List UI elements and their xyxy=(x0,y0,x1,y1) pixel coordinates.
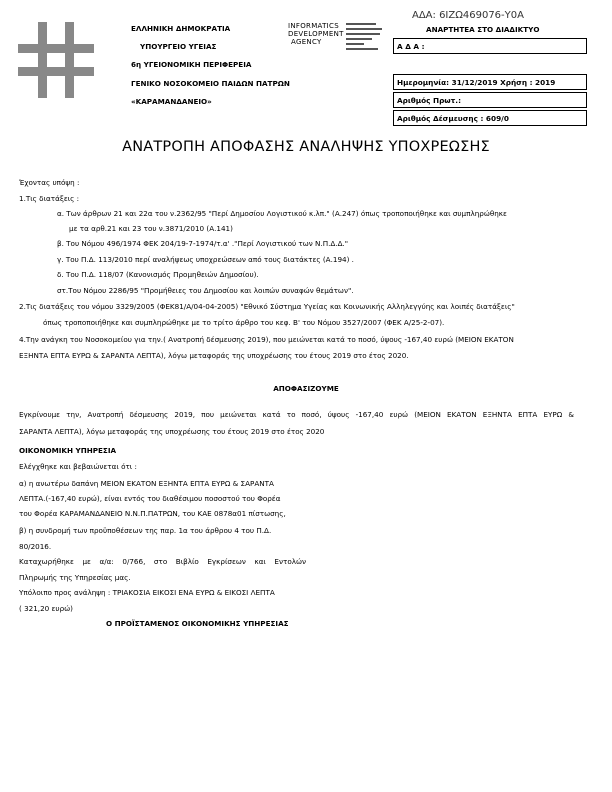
ada-stamp: ΑΔΑ: 6ΙΖΩ469076-Υ0Α xyxy=(412,10,524,21)
provision-a-line1: α. Των άρθρων 21 και 22α του ν.2362/95 "Περί Δημοσίου Λογιστικού κ.λπ." (Α.247) όπως τροποποιήθηκε και συμπληρώθηκε xyxy=(57,209,507,218)
agency-line-2: DEVELOPMENT xyxy=(288,30,344,38)
provision-a-line2: με τα αρθ.21 και 23 του ν.3871/2010 (Α.141) xyxy=(69,224,233,233)
org-line-ministry: ΥΠΟΥΡΓΕΙΟ ΥΓΕΙΑΣ xyxy=(140,42,217,51)
remaining-line2: ( 321,20 ευρώ) xyxy=(19,604,73,613)
org-line-name: «ΚΑΡΑΜΑΝΔΑΝΕΙΟ» xyxy=(131,97,212,106)
item-2-line1: 2.Τις διατάξεις του νόμου 3329/2005 (ΦΕΚ81/Α/04-04-2005) "Εθνικό Σύστημα Υγείας και Κοινωνικής Αλληλεγγύης και λοιπές διατάξεις" xyxy=(19,302,515,311)
check-b-line2: 80/2016. xyxy=(19,542,52,551)
check-a-line3: του Φορέα ΚΑΡΑΜΑΝΔΑΝΕΙΟ Ν.Ν.Π.ΠΑΤΡΩΝ, του ΚΑΕ 0878α01 πίστωσης, xyxy=(19,509,286,518)
checked-line: Ελέγχθηκε και βεβαιώνεται ότι : xyxy=(19,462,137,471)
provisions-heading: 1.Τις διατάξεις : xyxy=(19,194,80,203)
agency-fine-print xyxy=(346,22,384,56)
check-a-line2: ΛΕΠΤΑ.(-167,40 ευρώ), είναι εντός του διαθέσιμου ποσοστού του Φορέα xyxy=(19,494,281,503)
provision-c: γ. Του Π.Δ. 113/2010 περί αναλήψεως υποχρεώσεων από τους διατάκτες (Α.194) . xyxy=(57,255,354,264)
date-year-line: Ημερομηνία: 31/12/2019 Χρήση : 2019 xyxy=(397,77,556,87)
org-line-republic: ΕΛΛΗΝΙΚΗ ΔΗΜΟΚΡΑΤΙΑ xyxy=(131,24,231,33)
protocol-box xyxy=(393,92,587,108)
provision-st: στ.Του Νόμου 2286/95 "Προμήθειες του Δημοσίου και λοιπών συναφών θεμάτων". xyxy=(57,286,354,295)
economic-service-heading: ΟΙΚΟΝΟΜΙΚΗ ΥΠΗΡΕΣΙΑ xyxy=(19,446,117,455)
ada-box xyxy=(393,38,587,54)
agency-line-3: AGENCY xyxy=(291,38,322,46)
document-title: ΑΝΑΤΡΟΠΗ ΑΠΟΦΑΣΗΣ ΑΝΑΛΗΨΗΣ ΥΠΟΧΡΕΩΣΗΣ xyxy=(122,139,490,155)
org-line-region: 6η ΥΓΕΙΟΝΟΜΙΚΗ ΠΕΡΙΦΕΡΕΙΑ xyxy=(131,60,252,69)
remaining-line1: Υπόλοιπο προς ανάληψη : ΤΡΙΑΚΟΣΙΑ ΕΙΚΟΣΙ ΕΝΑ ΕΥΡΩ & ΕΙΚΟΣΙ ΛΕΠΤΑ xyxy=(19,588,275,597)
check-a-line1: α) η ανωτέρω δαπάνη ΜΕΙΟΝ ΕΚΑΤΟΝ ΕΞΗΝΤΑ ΕΠΤΑ ΕΥΡΩ & ΣΑΡΑΝΤΑ xyxy=(19,479,274,488)
org-line-hospital: ΓΕΝΙΚΟ ΝΟΣΟΚΟΜΕΙΟ ΠΑΙΔΩΝ ΠΑΤΡΩΝ xyxy=(131,79,290,88)
intro-line: Έχοντας υπόψη : xyxy=(19,178,80,187)
decision-heading: ΑΠΟΦΑΣΙΖΟΥΜΕ xyxy=(273,384,339,393)
item-2-line2: όπως τροποποιήθηκε και συμπληρώθηκε με το τρίτο άρθρο του κεφ. Β' του Νόμου 3527/2007 (ΦΕΚ Α/25-2-07). xyxy=(43,318,445,327)
ada-label: Α Δ Α : xyxy=(397,41,425,51)
agency-block xyxy=(288,22,344,46)
posted-online-label: ΑΝΑΡΤΗΤΕΑ ΣΤΟ ΔΙΑΔΙΚΤΥΟ xyxy=(426,25,540,34)
cross-logo-icon xyxy=(18,22,94,98)
item-4-line1: 4.Την ανάγκη του Νοσοκομείου για την.( Ανατροπή δέσμευσης 2019), που μειώνεται κατά το ποσό, ύψους -167,40 ευρώ (ΜΕΙΟΝ ΕΚΑΤΟΝ xyxy=(19,335,514,344)
commitment-label: Αριθμός Δέσμευσης : 609/0 xyxy=(397,113,509,123)
head-signature-title: Ο ΠΡΟΪΣΤΑΜΕΝΟΣ ΟΙΚΟΝΟΜΙΚΗΣ ΥΠΗΡΕΣΙΑΣ xyxy=(106,619,289,628)
item-4-line2: ΕΞΗΝΤΑ ΕΠΤΑ ΕΥΡΩ & ΣΑΡΑΝΤΑ ΛΕΠΤΑ), λόγω μεταφοράς της υποχρέωσης του έτους 2019 στο έτος 2020. xyxy=(19,351,409,360)
check-b-line1: β) η συνδρομή των προϋποθέσεων της παρ. 1α του άρθρου 4 του Π.Δ. xyxy=(19,526,272,535)
agency-line-1: INFORMATICS xyxy=(288,22,339,30)
provision-b: β. Του Νόμου 496/1974 ΦΕΚ 204/19-7-1974/τ.α' ."Περί Λογιστικού των Ν.Π.Δ.Δ." xyxy=(57,239,349,248)
protocol-label: Αριθμός Πρωτ.: xyxy=(397,95,461,105)
provision-d: δ. Του Π.Δ. 118/07 (Κανονισμός Προμηθειών Δημοσίου). xyxy=(57,270,259,279)
registration-line2: Πληρωμής της Υπηρεσίας μας. xyxy=(19,573,131,582)
approval-line2: ΣΑΡΑΝΤΑ ΛΕΠΤΑ), λόγω μεταφοράς της υποχρέωσης του έτους 2019 στο έτος 2020 xyxy=(19,427,325,436)
approval-line1: Εγκρίνουμε την, Ανατροπή δέσμευσης 2019, που μειώνεται κατά το ποσό, ύψους -167,40 ευρώ (ΜΕΙΟΝ ΕΚΑΤΟΝ ΕΞΗΝΤΑ ΕΠΤΑ ΕΥΡΩ & xyxy=(19,410,574,419)
date-box xyxy=(393,74,587,90)
commitment-box xyxy=(393,110,587,126)
registration-line1: Καταχωρήθηκε με α/α: 0/766, στο Βιβλίο Εγκρίσεων και Εντολών xyxy=(19,557,306,566)
